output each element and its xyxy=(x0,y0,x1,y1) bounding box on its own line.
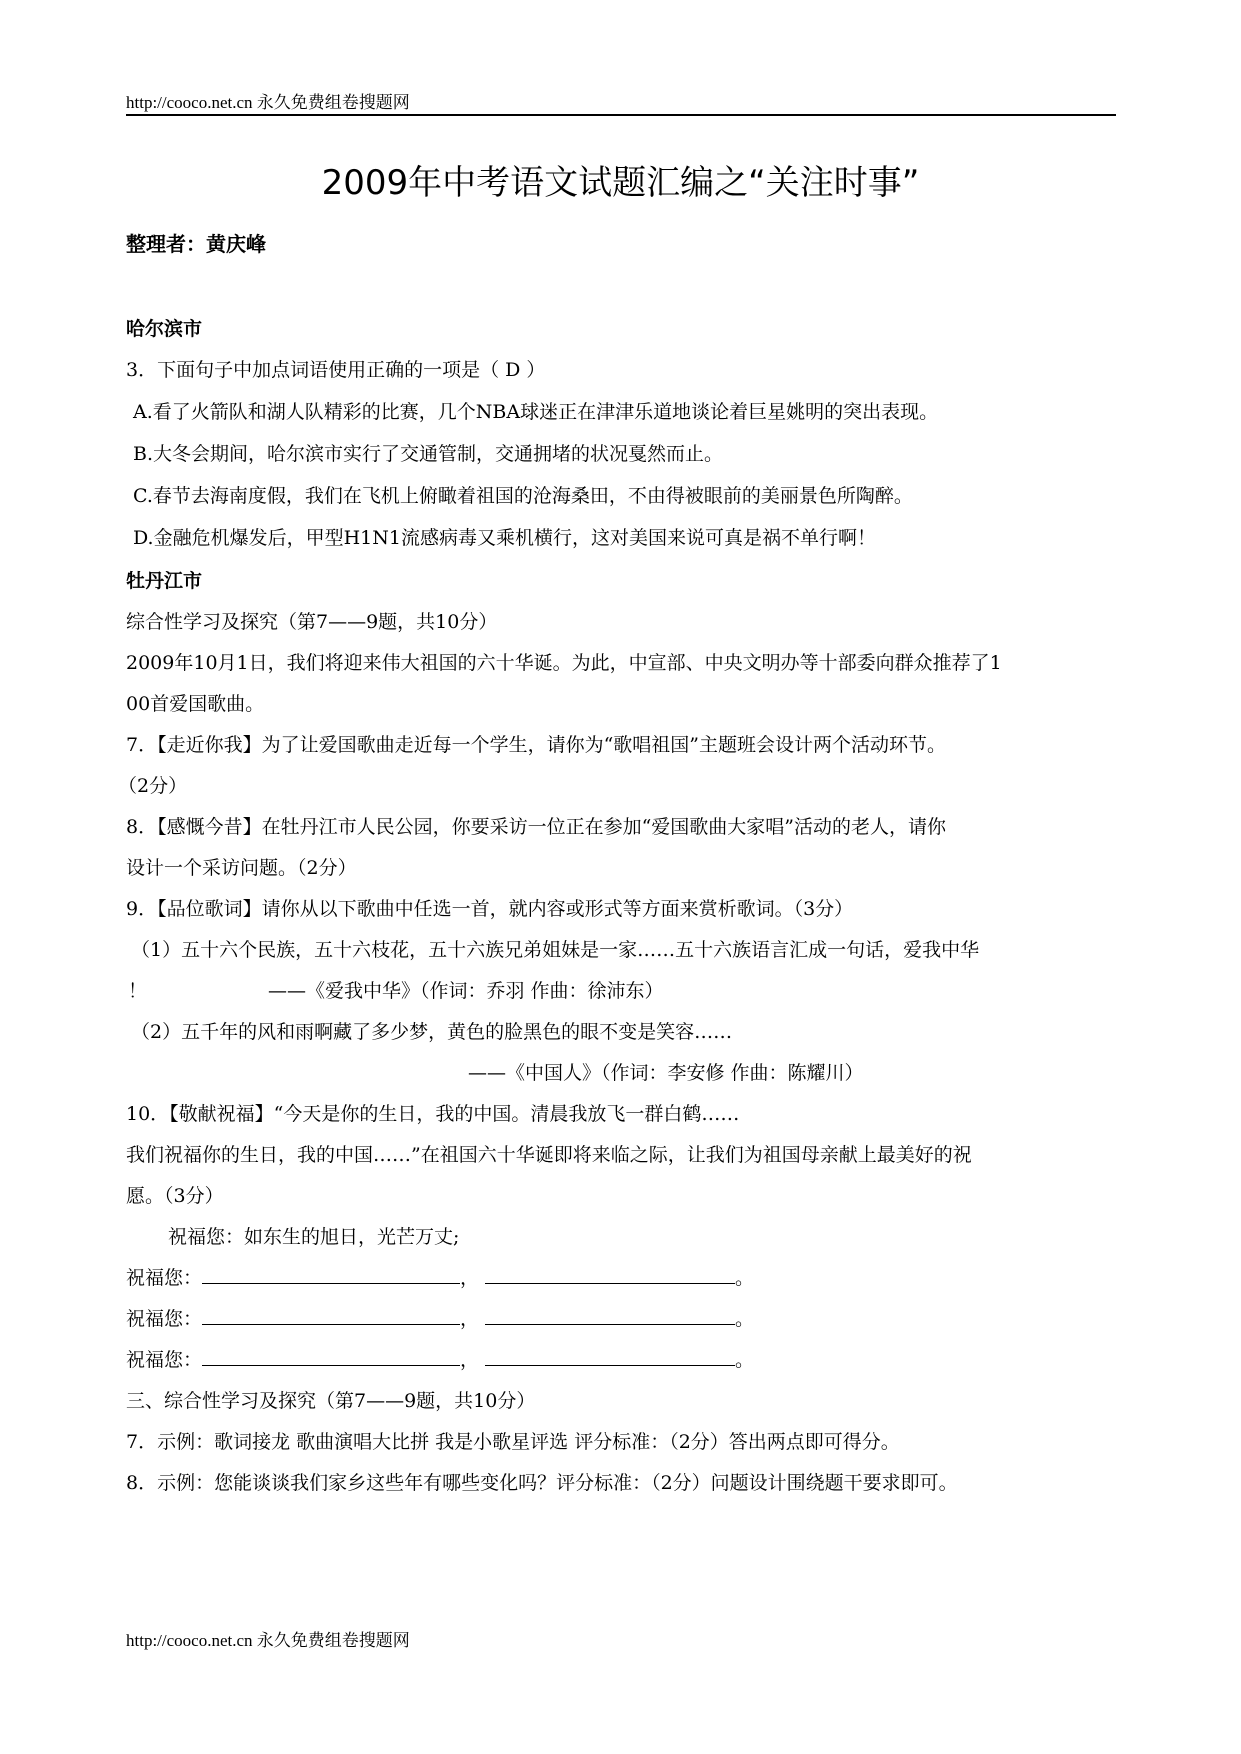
comma: ， xyxy=(460,1267,480,1289)
question-8-line-1: 8．【感慨今昔】在牡丹江市人民公园，你要采访一位正在参加“爱国歌曲大家唱”活动的老人，请你 xyxy=(126,816,947,838)
blessing-example: 祝福您：如东生的旭日，光芒万丈; xyxy=(168,1226,460,1248)
question-10-line-1: 10．【敬献祝福】“今天是你的生日，我的中国。清晨我放飞一群白鹤…… xyxy=(126,1103,740,1125)
question-10-line-2: 我们祝福你的生日，我的中国……”在祖国六十华诞即将来临之际，让我们为祖国母亲献上最美好的祝 xyxy=(126,1144,972,1166)
blessing-row xyxy=(126,1345,754,1372)
song-1-lyrics: （1）五十六个民族，五十六枝花，五十六族兄弟姐妹是一家……五十六族语言汇成一句话，爱我中华 xyxy=(131,939,980,961)
answers-section-heading: 三、综合性学习及探究（第7——9题，共10分） xyxy=(126,1390,536,1412)
answer-blank[interactable] xyxy=(485,1265,735,1284)
section-intro: 综合性学习及探究（第7——9题，共10分） xyxy=(126,611,498,633)
question-9: 9．【品位歌词】请你从以下歌曲中任选一首，就内容或形式等方面来赏析歌词。（3分） xyxy=(126,898,854,920)
section-heading-mudanjiang: 牡丹江市 xyxy=(126,570,203,592)
option-a: A.看了火箭队和湖人队精彩的比赛，几个NBA球迷正在津津乐道地谈论着巨星姚明的突出表现。 xyxy=(133,401,939,423)
blessing-label: 祝福您： xyxy=(126,1308,203,1330)
footer-site-text: http://cooco.net.cn 永久免费组卷搜题网 xyxy=(126,1631,410,1650)
question-8-line-2: 设计一个采访问题。（2分） xyxy=(126,857,357,879)
answer-blank[interactable] xyxy=(485,1306,735,1325)
question-7-line-2: （2分） xyxy=(118,775,188,797)
section-heading-harbin: 哈尔滨市 xyxy=(126,318,203,340)
question-7-line-1: 7．【走近你我】为了让爱国歌曲走近每一个学生，请你为“歌唱祖国”主题班会设计两个活动环节。 xyxy=(126,734,947,756)
option-b: B.大冬会期间，哈尔滨市实行了交通管制，交通拥堵的状况戛然而止。 xyxy=(133,443,724,465)
period: 。 xyxy=(735,1349,755,1371)
page-title: 2009年中考语文试题汇编之“关注时事” xyxy=(321,163,920,203)
answer-blank[interactable] xyxy=(202,1265,460,1284)
question-3: 3．下面句子中加点词语使用正确的一项是（ D ） xyxy=(126,359,546,381)
period: 。 xyxy=(735,1267,755,1289)
blessing-row xyxy=(126,1304,754,1331)
blessing-label: 祝福您： xyxy=(126,1267,203,1289)
blessing-row xyxy=(126,1263,754,1290)
comma: ， xyxy=(460,1308,480,1330)
compiler-line: 整理者：黄庆峰 xyxy=(126,232,266,256)
blessing-label: 祝福您： xyxy=(126,1349,203,1371)
song-2-lyrics: （2）五千年的风和雨啊藏了多少梦，黄色的脸黑色的眼不变是笑容…… xyxy=(131,1021,733,1043)
answer-7: 7．示例：歌词接龙 歌曲演唱大比拼 我是小歌星评选 评分标准：（2分）答出两点即可得分。 xyxy=(126,1431,900,1453)
song-2-credit: ——《中国人》（作词：李安修 作曲：陈耀川） xyxy=(468,1062,864,1084)
intro-line-2: 00首爱国歌曲。 xyxy=(126,693,265,715)
question-10-line-3: 愿。（3分） xyxy=(126,1185,224,1207)
answer-blank[interactable] xyxy=(485,1347,735,1366)
song-1-credit: ——《爱我中华》（作词：乔羽 作曲：徐沛东） xyxy=(268,980,664,1002)
answer-blank[interactable] xyxy=(202,1306,460,1325)
header-site-text: http://cooco.net.cn 永久免费组卷搜题网 xyxy=(126,93,410,112)
option-c: C.春节去海南度假，我们在飞机上俯瞰着祖国的沧海桑田，不由得被眼前的美丽景色所陶醉。 xyxy=(133,485,913,507)
header-divider xyxy=(126,114,1116,116)
answer-8: 8．示例：您能谈谈我们家乡这些年有哪些变化吗？评分标准：（2分）问题设计围绕题干要求即可。 xyxy=(126,1472,958,1494)
comma: ， xyxy=(460,1349,480,1371)
option-d: D.金融危机爆发后，甲型H1N1流感病毒又乘机横行，这对美国来说可真是祸不单行啊！ xyxy=(133,527,876,549)
song-1-mark: ！ xyxy=(128,980,148,1002)
period: 。 xyxy=(735,1308,755,1330)
intro-line-1: 2009年10月1日，我们将迎来伟大祖国的六十华诞。为此，中宣部、中央文明办等十部委向群众推荐了1 xyxy=(126,652,1002,674)
answer-blank[interactable] xyxy=(202,1347,460,1366)
